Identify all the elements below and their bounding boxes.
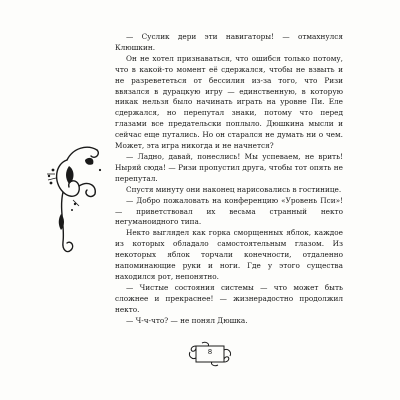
- paisley-flourish-icon: [45, 130, 105, 258]
- paragraph: — Ч-ч-что? — не понял Дюшка.: [126, 315, 248, 325]
- paragraph: Спустя минуту они наконец нарисовались в гостинице.: [126, 184, 342, 194]
- paragraph: — Суслик дери эти навигаторы! — отмахнулся Клюшкин.: [115, 32, 343, 52]
- paragraph: — Добро пожаловать на конференцию «Уровень Пси»! — приветствовал их весьма странный некто негуманоидного типа.: [115, 195, 343, 227]
- page-number: 8: [207, 348, 213, 356]
- paragraph: Он не хотел признаваться, что ошибся только потому, что в какой-то момент её сдержался, чтобы не взвыть и не разревететься от бессилия из-за того, что Ризи ввязался в дурацкую игру — единственную, в которую никак нельзя было начинать играть на уровне Пи. Еле сдержался, но перепутал знаки, потому что перед глазами все предательски поплыло. Дюшкина мысли и сейчас еще путались. Но он старался не думать ни о чем. Может, эта игра никогда и не начнется?: [115, 53, 343, 151]
- paragraph: — Чистые состояния системы — что может быть сложнее и прекраснее! — жизнерадостно продолжил некто.: [115, 282, 343, 314]
- paragraph: — Ладно, давай, понеслись! Мы успеваем, не врить! Ныряй сюда! — Ризи пропустил друга, чтобы тот опять не перепутал.: [115, 151, 343, 183]
- page-number-frame: [186, 340, 234, 368]
- paragraph: Некто выглядел как горка сморщенных яблок, каждое из которых обладало самостоятельным глазом. Из некоторых яблок торчали конечности, отдаленно напоминающие руки и ноги. Где у этого существа находился рот, непонятно.: [115, 228, 343, 281]
- body-text: [115, 32, 343, 326]
